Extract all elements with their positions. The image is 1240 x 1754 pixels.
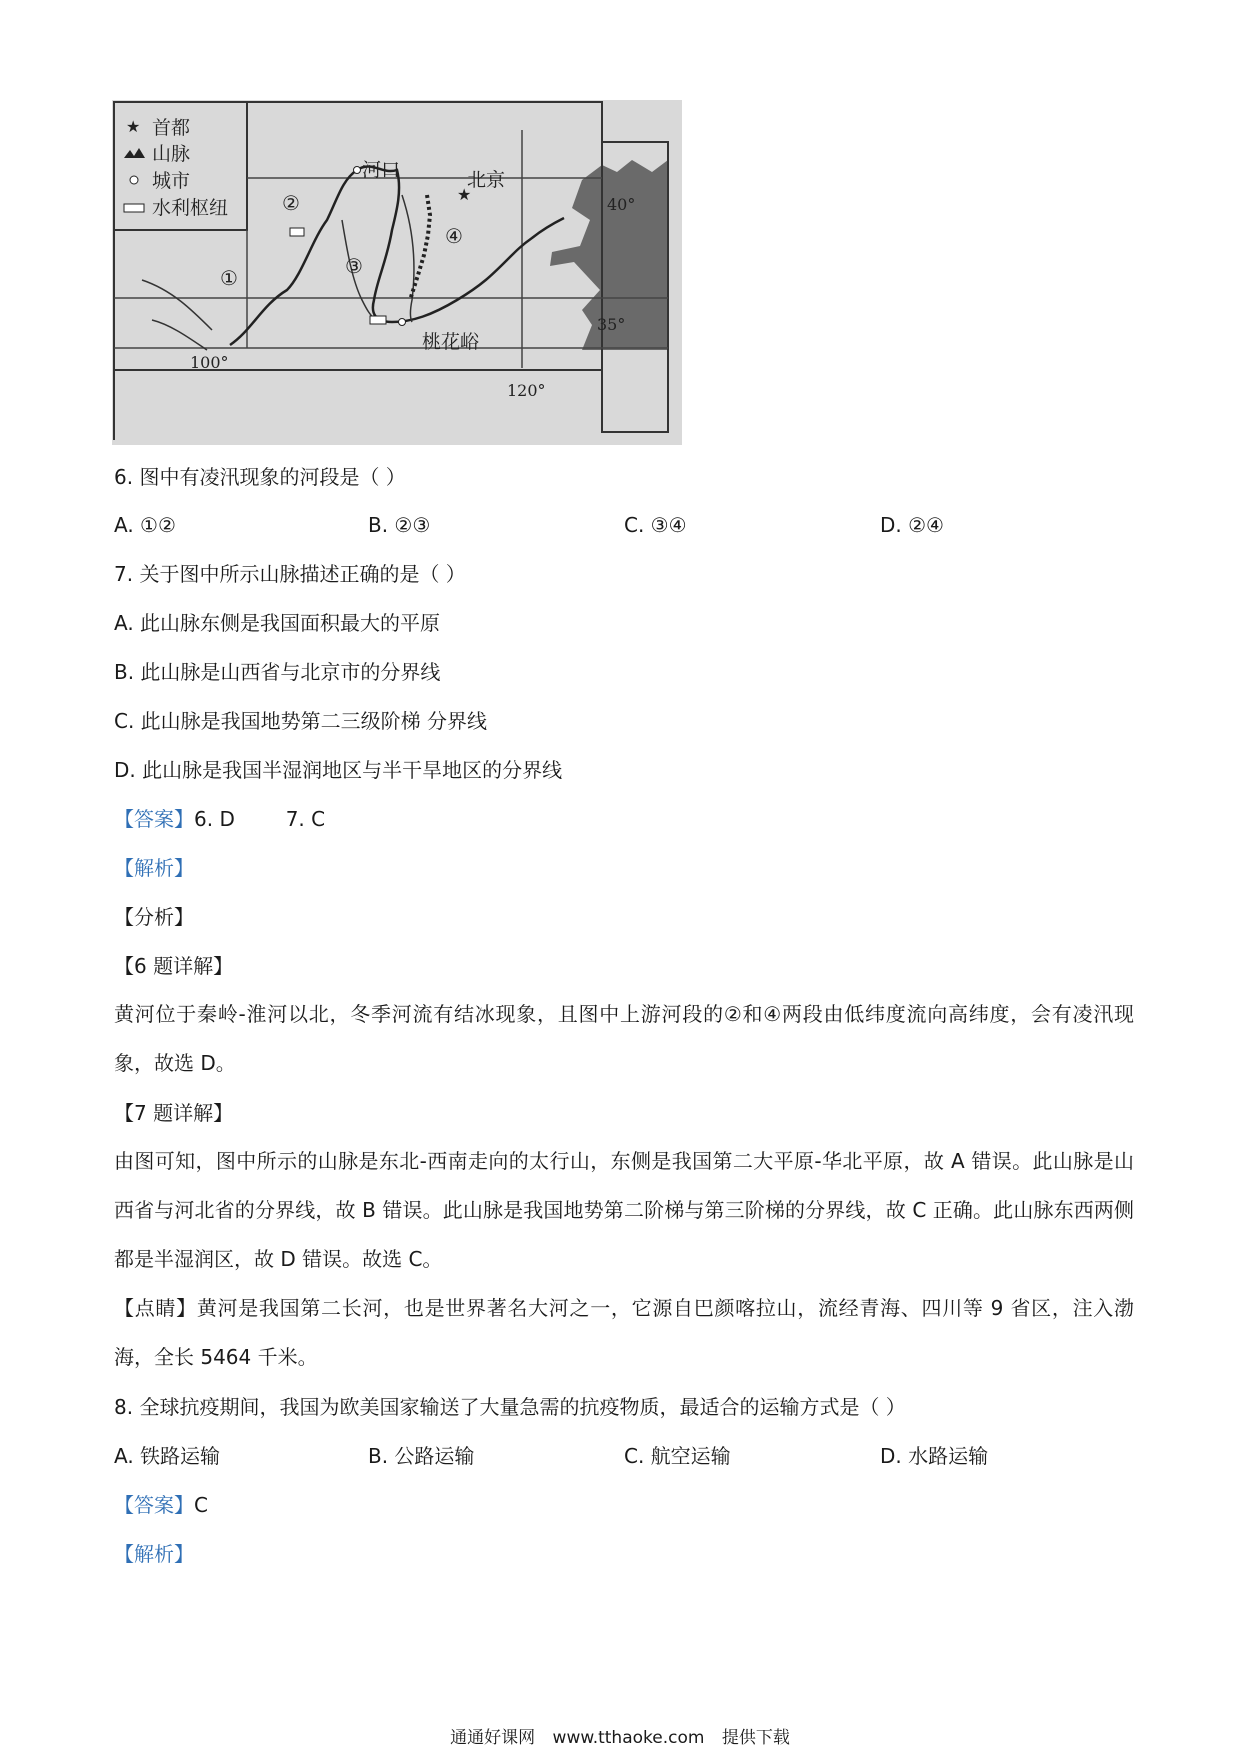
q8-option-b: B. 公路运输 — [368, 1444, 475, 1468]
q6-option-b: B. ②③ — [368, 513, 431, 537]
q7-stem: 7. 关于图中所示山脉描述正确的是（ ） — [114, 562, 466, 586]
jiexi-heading: 【解析】 — [114, 1542, 194, 1566]
detail-7-text: 由图可知，图中所示的山脉是东北-西南走向的太行山，东侧是我国第二大平原-华北平原，故 A 错误。此山脉是山西省与河北省的分界线，故 B 错误。此山脉是我国地势第二阶梯与第三阶梯的分界线，故 C 正确。此山脉东西两侧都是半湿润区，故 D 错误。故选 C。 — [114, 1149, 1134, 1271]
segment-1-label: ① — [220, 266, 238, 290]
q8-option-a: A. 铁路运输 — [114, 1444, 221, 1468]
answer-text: C — [194, 1493, 208, 1517]
answer-text: 6. D 7. C — [194, 807, 326, 831]
footer-url[interactable]: www.tthaoke.com — [552, 1728, 705, 1748]
q7-option-c: C. 此山脉是我国地势第二三级阶梯 分界线 — [114, 709, 488, 733]
map-svg — [112, 100, 682, 445]
dam-icon — [124, 204, 144, 212]
detail-6-text: 黄河位于秦岭-淮河以北，冬季河流有结冰现象，且图中上游河段的②和④两段由低纬度流向高纬度，会有凌汛现象，故选 D。 — [114, 1002, 1134, 1075]
answer-tag: 【答案】 — [114, 1493, 194, 1517]
star-icon: ★ — [126, 117, 141, 136]
yellow-river-map — [112, 100, 682, 445]
q7-option-a: A. 此山脉东侧是我国面积最大的平原 — [114, 611, 441, 635]
legend-mountain: 山脉 — [152, 143, 191, 165]
q7-option-d: D. 此山脉是我国半湿润地区与半干旱地区的分界线 — [114, 758, 563, 782]
yellow-river — [230, 166, 564, 345]
lat-35-label: 35° — [597, 315, 626, 334]
footer-site: 通通好课网 — [450, 1728, 536, 1748]
dam-icon — [370, 316, 386, 324]
lat-40-label: 40° — [607, 195, 636, 214]
city-icon — [130, 176, 138, 184]
detail-7-title: 【7 题详解】 — [114, 1101, 234, 1125]
page-footer — [0, 1727, 1240, 1749]
answer-6-7 — [114, 806, 325, 832]
legend-city: 城市 — [152, 170, 191, 192]
segment-4-label: ④ — [445, 224, 463, 248]
taohuayu-label: 桃花峪 — [422, 331, 480, 353]
footer-action: 提供下载 — [721, 1728, 790, 1748]
city-icon — [354, 167, 361, 174]
q6-option-d: D. ②④ — [880, 513, 944, 537]
q8-option-d: D. 水路运输 — [880, 1444, 989, 1468]
segment-2-label: ② — [282, 191, 300, 215]
beijing-label: 北京 — [467, 169, 506, 191]
star-icon: ★ — [457, 185, 472, 204]
dam-icon — [290, 228, 304, 236]
hekou-label: 河口 — [362, 159, 401, 181]
legend-dam: 水利枢纽 — [152, 197, 229, 219]
q8-option-c: C. 航空运输 — [624, 1444, 731, 1468]
segment-3-label: ③ — [345, 254, 363, 278]
q6-option-a: A. ①② — [114, 513, 176, 537]
legend-capital: 首都 — [152, 117, 191, 139]
answer-8 — [114, 1492, 208, 1518]
jiexi-heading: 【解析】 — [114, 856, 194, 880]
city-icon — [399, 319, 406, 326]
fenxi-heading: 【分析】 — [114, 905, 194, 929]
dianjing-text: 【点睛】黄河是我国第二长河，也是世界著名大河之一，它源自巴颜喀拉山，流经青海、四川等 9 省区，注入渤海，全长 5464 千米。 — [114, 1296, 1134, 1369]
lon-100-label: 100° — [190, 353, 229, 372]
q6-option-c: C. ③④ — [624, 513, 687, 537]
q6-stem: 6. 图中有凌汛现象的河段是（ ） — [114, 465, 406, 489]
q8-stem: 8. 全球抗疫期间，我国为欧美国家输送了大量急需的抗疫物质，最适合的运输方式是（ ） — [114, 1395, 906, 1419]
lon-120-label: 120° — [507, 381, 546, 400]
answer-tag: 【答案】 — [114, 807, 194, 831]
detail-6-title: 【6 题详解】 — [114, 954, 234, 978]
q7-option-b: B. 此山脉是山西省与北京市的分界线 — [114, 660, 441, 684]
